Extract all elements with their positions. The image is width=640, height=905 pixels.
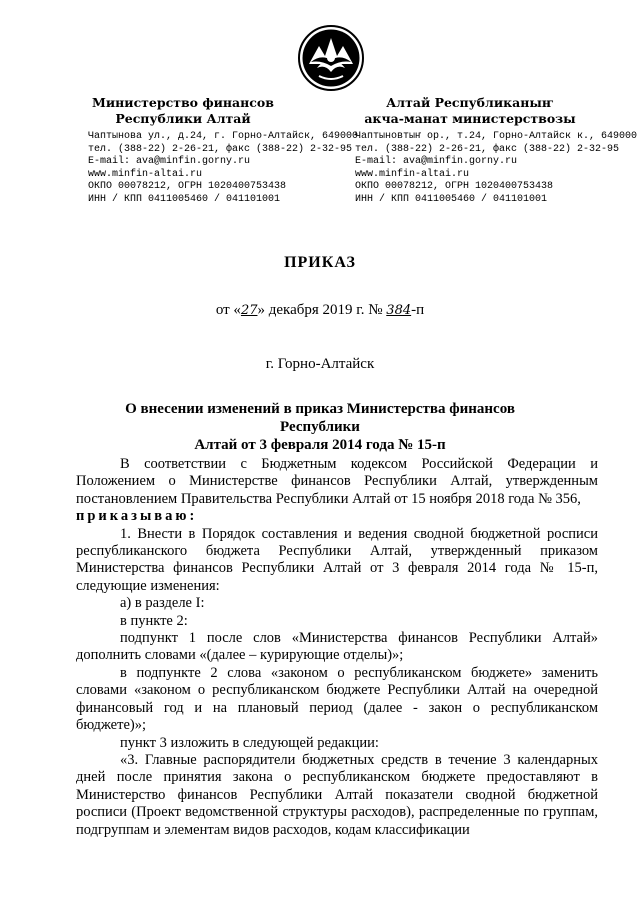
number-suffix: -п [411, 302, 425, 318]
ministry-name-altai [355, 95, 585, 127]
contact-block-russian [88, 131, 359, 206]
command-word [76, 508, 598, 525]
ministry-name-russian [88, 95, 278, 127]
website: www.minfin-altai.ru [355, 168, 470, 180]
handwritten-order-number: 384 [386, 303, 412, 318]
paragraph-subpoint-1: подпункт 1 после слов «Министерства финансов Республики Алтай» дополнить словами «(далее – курирующие отделы)»; [76, 630, 598, 664]
order-body [76, 456, 598, 839]
ministry-name-line2: акча-манат министерствозы [364, 111, 576, 126]
email: E-mail: ava@minfin.gorny.ru [355, 156, 518, 167]
okpo-ogrn: ОКПО 00078212, ОГРН 1020400753438 [355, 181, 554, 192]
paragraph-point-3-text: «3. Главные распорядители бюджетных средств в течение 3 календарных дней после принятия закона о республиканском бюджете предоставляют в Министерство финансов Республики Алтай показатели сводной бюджетной росписи (Проект ведомственной структуры расходов), распределенные по группам, подгруппам и элементам видов расходов, кодам классификации [76, 751, 598, 838]
city: г. Горно-Алтайск [265, 356, 375, 372]
ministry-header-russian [88, 95, 359, 206]
paragraph-section: а) в разделе I: [120, 595, 205, 612]
date-middle: » декабря 2019 г. № [257, 302, 383, 318]
ministry-name-line1: Министерство финансов [92, 95, 274, 110]
order-date-number [0, 302, 640, 319]
date-prefix: от « [215, 302, 241, 318]
ministry-header-altai [355, 95, 638, 206]
preamble-paragraph: В соответствии с Бюджетным кодексом Российской Федерации и Положением о Министерстве финансов Республики Алтай, утвержденным постановлением Правительства Республики Алтай от 15 ноября 2018 года № 356, [76, 456, 598, 507]
coat-of-arms-emblem-icon [297, 24, 365, 92]
okpo-ogrn: ОКПО 00078212, ОГРН 1020400753438 [88, 181, 287, 192]
inn-kpp: ИНН / КПП 0411005460 / 041101001 [355, 193, 548, 205]
order-subject [100, 400, 540, 454]
address: Чаптынова ул., д.24, г. Горно-Алтайск, 649000 [88, 131, 359, 142]
subject-line2: Алтай от 3 февраля 2014 года № 15-п [194, 437, 446, 453]
phone-fax: тел. (388-22) 2-26-21, факс (388-22) 2-32-95 [355, 143, 620, 155]
document-title: ПРИКАЗ [284, 254, 356, 271]
command-word-text: приказываю: [76, 508, 198, 525]
subject-line1: О внесении изменений в приказ Министерства финансов Республики [125, 401, 515, 435]
handwritten-day: 27 [240, 303, 258, 318]
paragraph-subpoint-2: в подпункте 2 слова «законом о республиканском бюджете» заменить словами «законом о республиканском бюджете Республики Алтай на очередной финансовый год и на плановый период (далее - закон о республиканском бюджете)»; [76, 664, 598, 734]
paragraph-point-3: пункт 3 изложить в следующей редакции: [120, 734, 379, 751]
address: Чаптыновтыҥ ор., т.24, Горно-Алтайск к., 649000 [355, 131, 638, 142]
paragraph-item-1: 1. Внести в Порядок составления и ведения сводной бюджетной росписи республиканского бюджета Республики Алтай, утвержденный приказом Министерства финансов Республики Алтай от 3 февраля 2014 года № 15-п, следующие изменения: [76, 525, 598, 594]
website: www.minfin-altai.ru [88, 168, 203, 180]
paragraph-point: в пункте 2: [120, 612, 188, 629]
inn-kpp: ИНН / КПП 0411005460 / 041101001 [88, 193, 281, 205]
email: E-mail: ava@minfin.gorny.ru [88, 156, 251, 167]
contact-block-altai [355, 131, 638, 206]
ministry-name-line2: Республики Алтай [115, 111, 251, 126]
ministry-name-line1: Алтай Республиканыҥ [386, 95, 554, 110]
phone-fax: тел. (388-22) 2-26-21, факс (388-22) 2-32-95 [88, 143, 353, 155]
